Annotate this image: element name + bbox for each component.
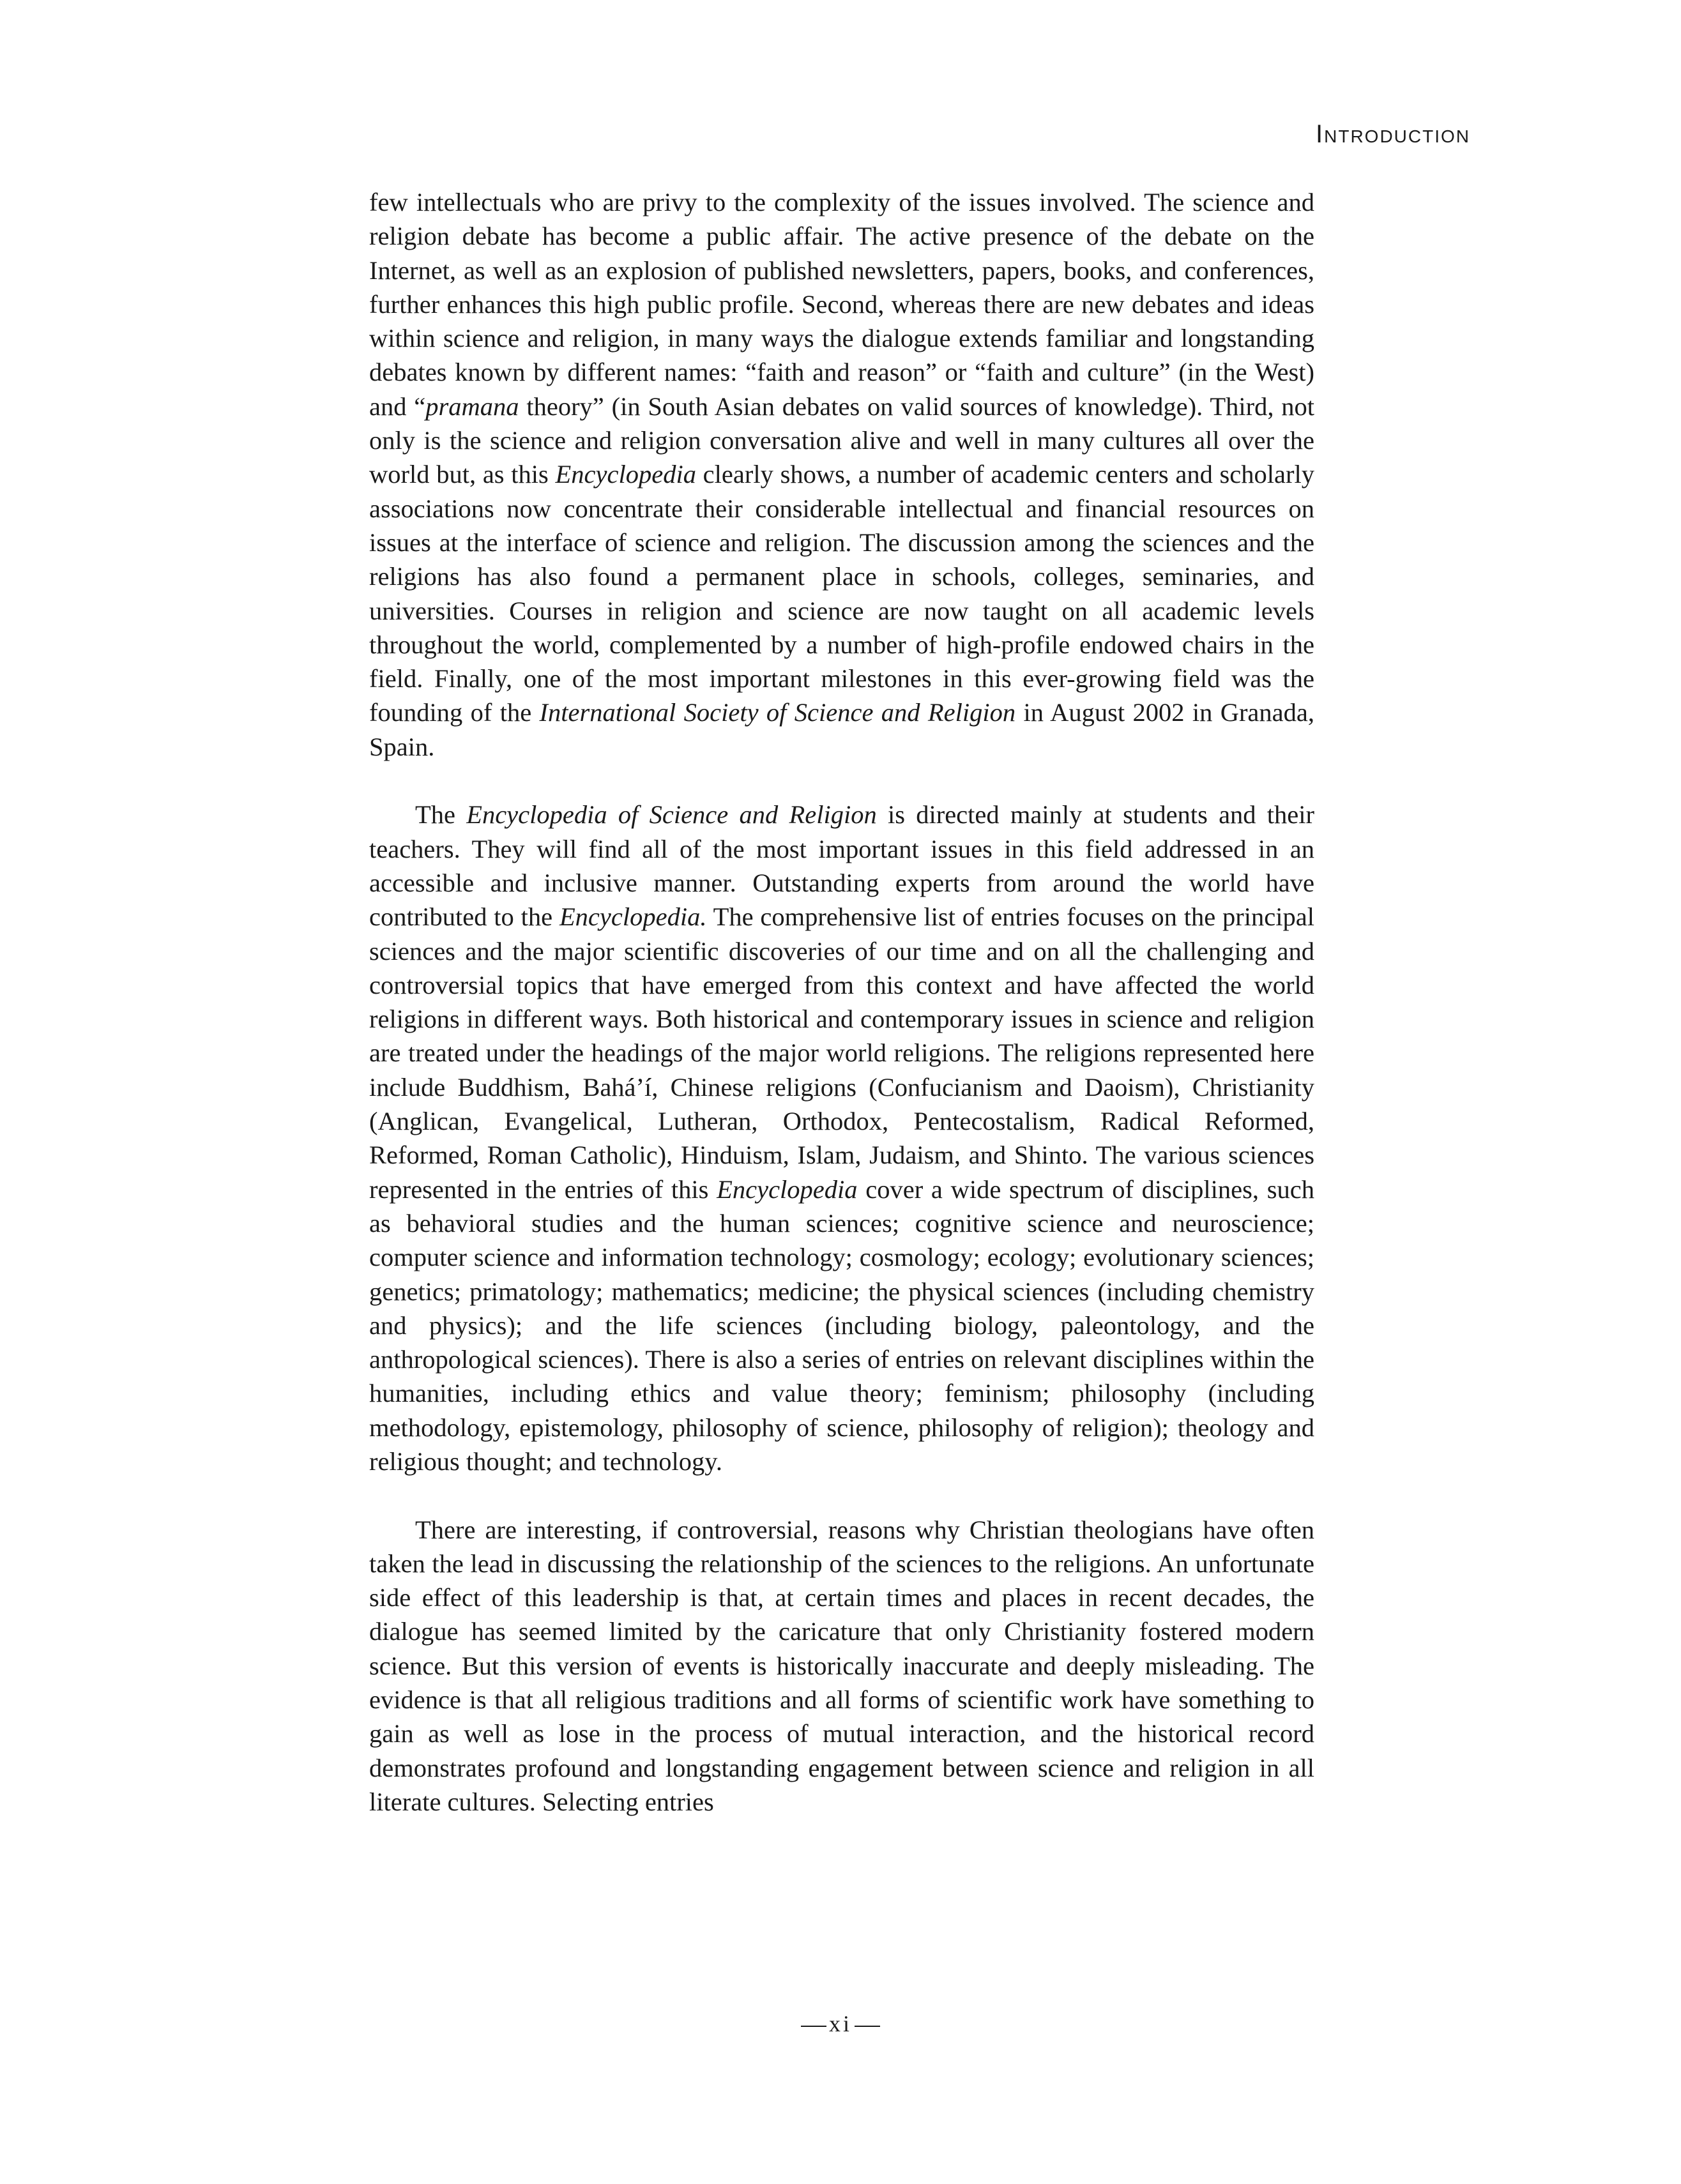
- page-number: xi: [828, 2011, 852, 2036]
- italic-text: International Society of Science and Religion: [539, 698, 1016, 727]
- italic-text: Encyclopedia.: [559, 902, 707, 932]
- folio-dash-right: [855, 2026, 880, 2027]
- italic-text: Encyclopedia of Science and Religion: [466, 800, 877, 830]
- text-run: cover a wide spectrum of disciplines, such as behavioral studies and the human sciences; cognitive science and neuroscience; computer science and information technology; cosmology; ecology; evolutionary sciences; genetics; primatology; mathematics; medicine; the physical sciences (including chemistry and physics); and the life sciences (including biology, paleontology, and the anthropological sciences). There is also a series of entries on relevant disciplines within the humanities, including ethics and value theory; feminism; philosophy (including methodology, epistemology, philosophy of science, philosophy of religion); theology and religious thought; and technology.: [369, 1174, 1314, 1476]
- text-run: clearly shows, a number of academic centers and scholarly associations now concentrate their considerable intellectual and financial resources on issues at the interface of science and religion. The discussion among the sciences and the religions has also found a permanent place in schools, colleges, seminaries, and universities. Courses in religion and science are now taught on all academic levels throughout the world, complemented by a number of high-profile endowed chairs in the field. Finally, one of the most important milestones in this ever-growing field was the founding of the: [369, 460, 1315, 727]
- paragraph-1: [369, 185, 1314, 764]
- italic-text: Encyclopedia: [717, 1174, 858, 1204]
- text-run: The comprehensive list of entries focuses on the principal sciences and the major scientific discoveries of our time and on all the challenging and controversial topics that have emerged from this context and have affected the world religions in different ways. Both historical and contemporary issues in science and religion are treated under the headings of the major world religions. The religions represented here include Buddhism, Bahá’í, Chinese religions (Confucianism and Daoism), Christianity (Anglican, Evangelical, Lutheran, Orthodox, Pentecostalism, Radical Reformed, Reformed, Roman Catholic), Hinduism, Islam, Judaism, and Shinto. The various sciences represented in the entries of this: [369, 902, 1314, 1204]
- paragraph-2: [369, 798, 1314, 1478]
- text-run: few intellectuals who are privy to the complexity of the issues involved. The science and religion debate has become a public affair. The active presence of the debate on the Internet, as well as an explosion of published newsletters, papers, books, and conferences, further enhances this high public profile. Second, whereas there are new debates and ideas within science and religion, in many ways the dialogue extends familiar and longstanding debates known by different names: “faith and reason” or “faith and culture” (in the West) and “: [369, 188, 1314, 421]
- paragraph-3: [369, 1513, 1314, 1819]
- body-text: [369, 185, 1314, 1819]
- italic-text: Encyclopedia: [555, 460, 696, 489]
- running-head: Introduction: [1316, 120, 1470, 148]
- text-run: The: [415, 800, 467, 830]
- italic-text: pramana: [425, 391, 519, 421]
- folio-dash-left: [801, 2026, 826, 2027]
- text-run: is directed mainly at students and their teachers. They will find all of the most important issues in this field addressed in an accessible and inclusive manner. Outstanding experts from around the world have contributed to the: [369, 800, 1315, 932]
- text-run: theory” (in South Asian debates on valid sources of knowledge). Third, not only is the science and religion conversation alive and well in many cultures all over the world but, as this: [369, 391, 1315, 489]
- text-run: in August 2002 in Granada, Spain.: [369, 698, 1314, 761]
- page-number-footer: [0, 2010, 1681, 2037]
- text-run: There are interesting, if controversial, reasons why Christian theologians have often taken the lead in discussing the relationship of the sciences to the religions. An unfortunate side effect of this leadership is that, at certain times and places in recent decades, the dialogue has seemed limited by the caricature that only Christianity fostered modern science. But this version of events is historically inaccurate and deeply misleading. The evidence is that all religious traditions and all forms of scientific work have something to gain as well as lose in the process of mutual interaction, and the historical record demonstrates profound and longstanding engagement between science and religion in all literate cultures. Selecting entries: [369, 1515, 1314, 1816]
